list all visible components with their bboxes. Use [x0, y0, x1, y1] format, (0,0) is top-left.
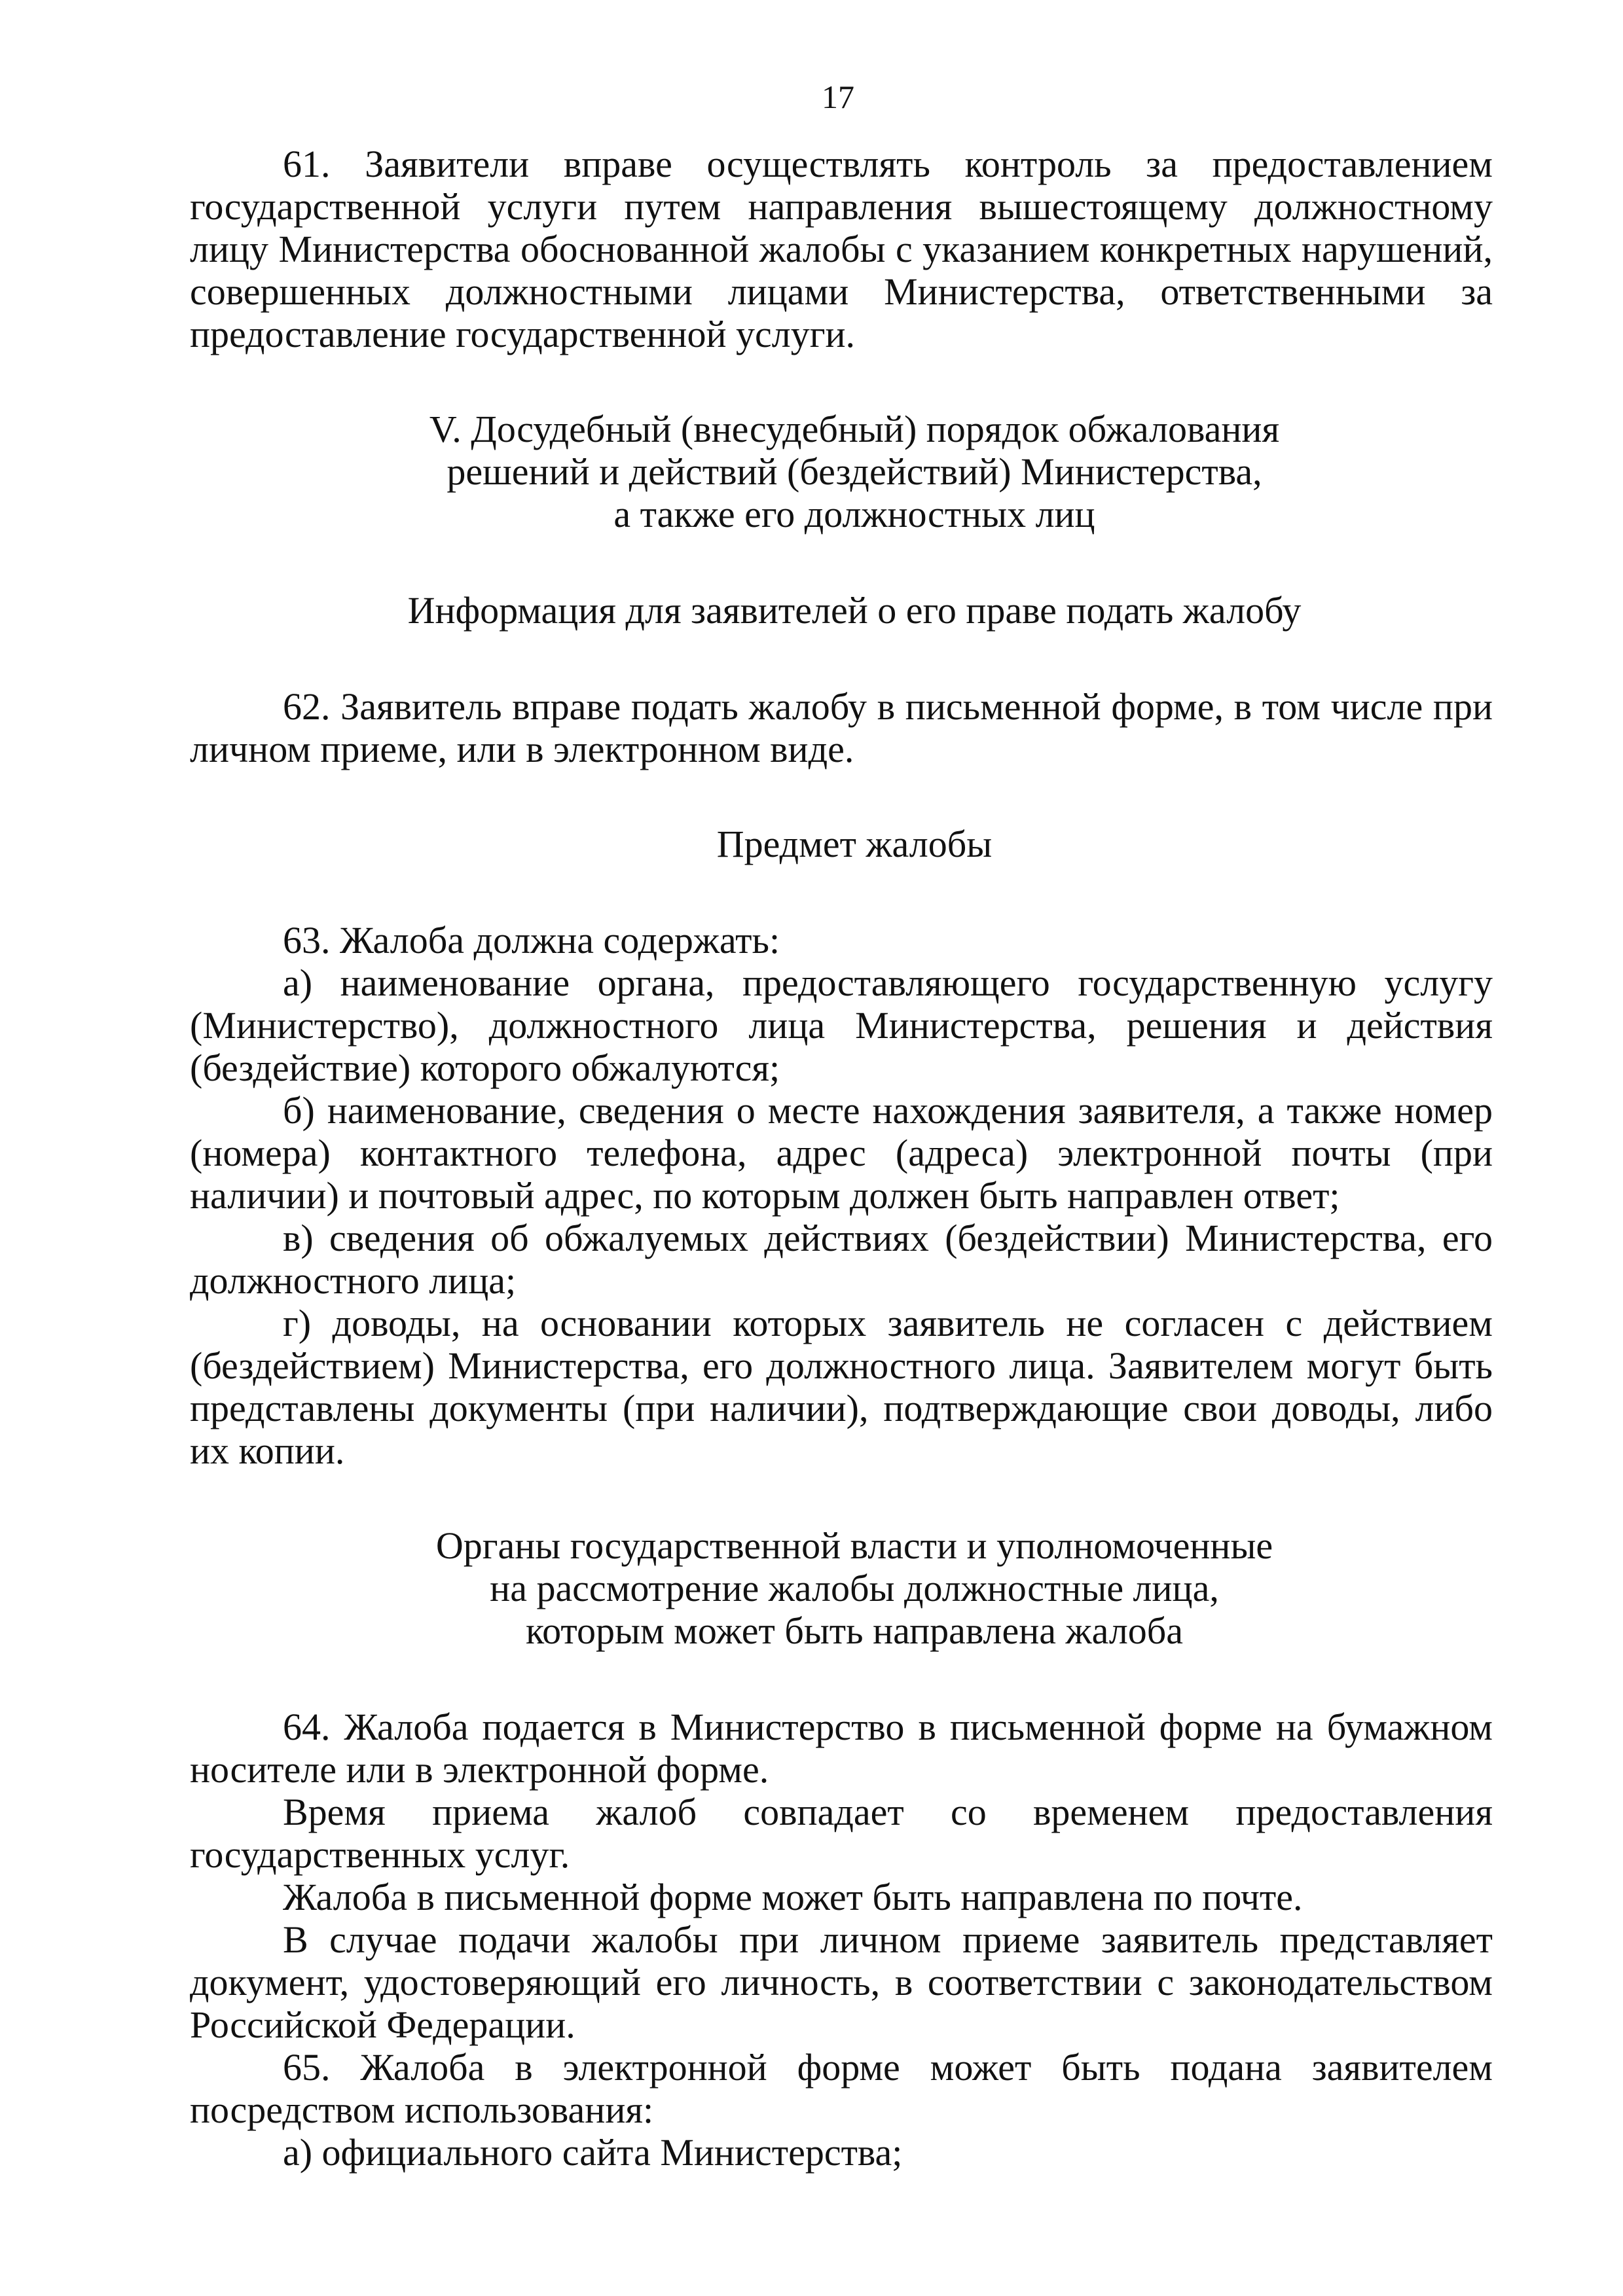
subtitle-organs-line: на рассмотрение жалобы должностные лица,	[490, 1567, 1219, 1609]
paragraph-65: 65. Жалоба в электронной форме может быть подана заявителем посредством использования:	[190, 2046, 1493, 2131]
paragraph-64-personal: В случае подачи жалобы при личном приеме заявитель представляет документ, удостоверяющий его личность, в соответствии с законодательством Российской Федерации.	[190, 1918, 1493, 2046]
paragraph-63-c: в) сведения об обжалуемых действиях (бездействии) Министерства, его должностного лица;	[190, 1217, 1493, 1302]
paragraph-65-a: а) официального сайта Министерства;	[283, 2131, 903, 2174]
paragraph-64: 64. Жалоба подается в Министерство в письменной форме на бумажном носителе или в электронной форме.	[190, 1706, 1493, 1791]
paragraph-62: 62. Заявитель вправе подать жалобу в письменной форме, в том числе при личном приеме, или в электронном виде.	[190, 685, 1493, 770]
paragraph-63: 63. Жалоба должна содержать:	[283, 919, 780, 961]
paragraph-64-time: Время приема жалоб совпадает со временем предоставления государственных услуг.	[190, 1791, 1493, 1876]
paragraph-63-d: г) доводы, на основании которых заявитель не согласен с действием (бездействием) Министерства, его должностного лица. Заявителем могут быть представлены документы (при наличии), подтверждающие свои доводы, либо их копии.	[190, 1302, 1493, 1472]
document-body	[190, 143, 1493, 2174]
paragraph-61: 61. Заявители вправе осуществлять контроль за предоставлением государственной услуги путем направления вышестоящему должностному лицу Министерства обоснованной жалобы с указанием конкретных нарушений, совершенных должностными лицами Министерства, ответственными за предоставление государственной услуги.	[190, 143, 1493, 355]
paragraph-64-post: Жалоба в письменной форме может быть направлена по почте.	[283, 1876, 1303, 1918]
section-title-line: решений и действий (бездействий) Министерства,	[447, 450, 1262, 493]
subtitle-organs	[190, 1524, 1493, 1652]
section-title-line: а также его должностных лиц	[613, 493, 1095, 535]
section-title	[190, 408, 1493, 535]
subtitle-info: Информация для заявителей о его праве подать жалобу	[407, 589, 1302, 632]
paragraph-63-b: б) наименование, сведения о месте нахождения заявителя, а также номер (номера) контактного телефона, адрес (адреса) электронной почты (при наличии) и почтовый адрес, по которым должен быть направлен ответ;	[190, 1089, 1493, 1217]
page-number: 17	[822, 79, 854, 115]
section-title-line: V. Досудебный (внесудебный) порядок обжалования	[429, 408, 1280, 450]
subtitle-organs-line: которым может быть направлена жалоба	[525, 1609, 1184, 1652]
subtitle-organs-line: Органы государственной власти и уполномоченные	[435, 1524, 1273, 1567]
paragraph-63-a: а) наименование органа, предоставляющего государственную услугу (Министерство), должностного лица Министерства, решения и действия (бездействие) которого обжалуются;	[190, 961, 1493, 1089]
subtitle-subject: Предмет жалобы	[716, 823, 993, 865]
